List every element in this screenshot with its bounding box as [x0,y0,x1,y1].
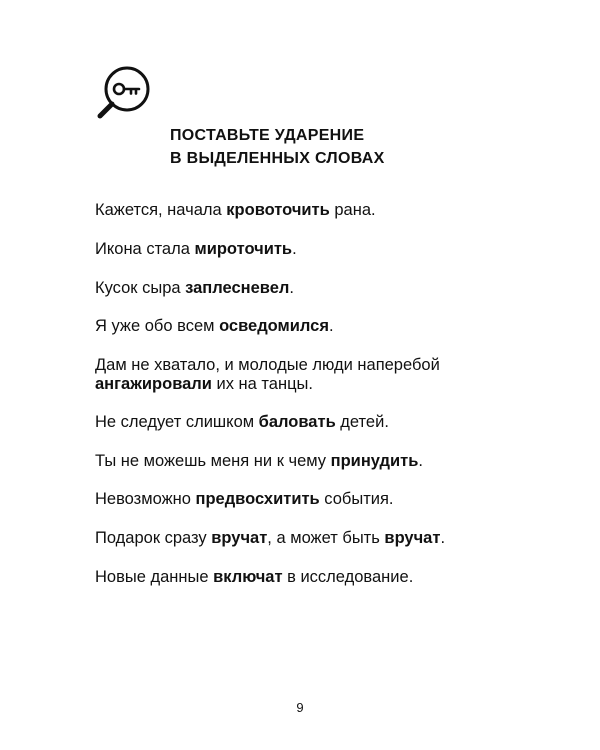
stress-word: баловать [258,413,336,431]
stress-word: мироточить [194,240,293,258]
stress-word: включат [213,568,283,586]
task-heading-line-2: В ВЫДЕЛЕННЫХ СЛОВАХ [170,150,385,167]
sentence-2: Икона стала мироточить. [95,240,297,258]
sentence-6: Не следует слишком баловать детей. [95,413,389,431]
sentence-8: Невозможно предвосхитить события. [95,490,394,508]
sentence-3: Кусок сыра заплесневел. [95,279,294,297]
task-heading-line-1: ПОСТАВЬТЕ УДАРЕНИЕ [170,127,365,144]
sentence-5: Дам не хватало, и молодые люди наперебой ангажировали их на танцы. [95,356,440,393]
sentence-4: Я уже обо всем осведомился. [95,317,334,335]
page-number: 9 [296,700,304,715]
sentence-9: Подарок сразу вручат, а может быть вручат. [95,529,446,547]
stress-word: принудить [330,452,419,470]
stress-word: предвосхитить [195,490,320,508]
task-heading [170,124,385,170]
stress-word: ангажировали [95,375,212,393]
sentence-1: Кажется, начала кровоточить рана. [95,201,376,219]
stress-word: вручат [211,529,268,547]
stress-word: заплесневел [185,279,290,297]
sentence-10: Новые данные включат в исследование. [95,568,414,586]
sentence-7: Ты не можешь меня ни к чему принудить. [95,452,423,470]
stress-word: кровоточить [226,201,330,219]
stress-word: осведомился [219,317,329,335]
stress-word: вручат [384,529,441,547]
magnifier-key-icon [92,60,156,124]
